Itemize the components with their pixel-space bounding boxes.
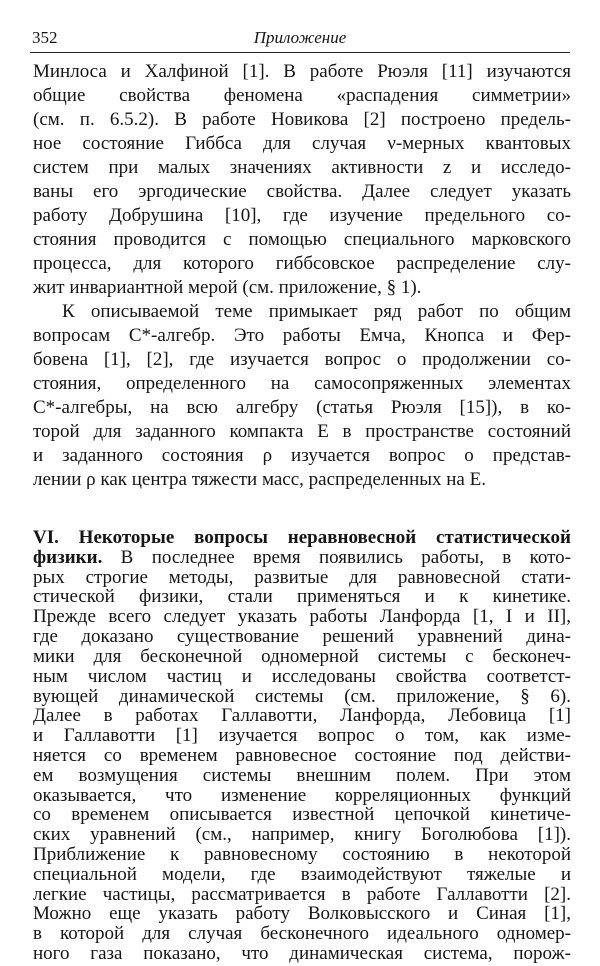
text-line: ное состояние Гиббса для случая ν-мерных квантовых [33, 133, 571, 154]
text-line: лении ρ как центра тяжести масс, распределенных на E. [33, 469, 486, 490]
text-line: ваны его эргодические свойства. Далее следует указать [33, 181, 571, 202]
text-line [33, 548, 571, 568]
text-line: систем при малых значениях активности z и исследо- [33, 157, 571, 178]
text-line: ного газа показано, что динамическая система, порож- [33, 943, 571, 964]
text-line: где доказано существование решений уравнений дина- [33, 626, 571, 647]
text-line: Далее в работах Галлавотти, Ланфорда, Лебовица [1] [33, 705, 571, 727]
text-line: торой для заданного компакта E в пространстве состояний [33, 421, 571, 442]
section-heading-continuation: физики. [33, 546, 103, 568]
page-header [30, 26, 570, 53]
page-number: 352 [32, 28, 58, 47]
section-heading [33, 528, 571, 548]
text-line: процесса, для которого гиббсовское распределение слу- [33, 253, 571, 274]
text-line: Минлоса и Халфиной [1]. В работе Рюэля [11] изучаются [33, 61, 571, 82]
text-line: C*-алгебры, на всю алгебру (статья Рюэля [15]), в ко- [33, 397, 571, 418]
text-line: вопросам C*-алгебр. Это работы Емча, Кнопса и Фер- [33, 325, 571, 346]
text-line: рых строгие методы, развитые для равновесной стати- [33, 566, 571, 588]
text-line: няется со временем равновесное состояние под действи- [33, 744, 571, 766]
text-line: (см. п. 6.5.2). В работе Новикова [2] построено предель- [33, 109, 571, 130]
text-line: вующей динамической системы (см. приложение, § 6). [33, 685, 571, 707]
text-line: Прежде всего следует указать работы Ланфорда [1, I и II], [33, 606, 571, 628]
text-line: оказывается, что изменение корреляционных функций [33, 784, 571, 806]
text-line: жит инвариантной мерой (см. приложение, § 1). [33, 277, 422, 298]
text-line: ских уравнений (см., например, книгу Боголюбова [1]). [33, 824, 571, 846]
text-line-rest: В последнее время появились работы, в кото- [102, 546, 571, 568]
text-line: бовена [1], [2], где изучается вопрос о продолжении со- [33, 349, 571, 370]
text-line: стояния, определенного на самосопряженных элементах [33, 373, 571, 394]
text-line: со временем описывается известной цепочкой кинетиче- [33, 804, 571, 826]
text-line: стояния проводится с помощью специального марковского [33, 229, 571, 250]
text-line: Приближение к равновесному состоянию в некоторой [33, 844, 571, 865]
text-line: специальной модели, где взаимодействуют тяжелые и [33, 863, 571, 885]
running-title: Приложение [253, 28, 347, 47]
text-line: в которой для случая бесконечного идеального одномер- [33, 923, 571, 945]
text-line: Можно еще указать работу Волковысского и Синая [1], [33, 903, 571, 925]
text-line: ем возмущения системы внешним полем. При этом [33, 764, 571, 786]
text-line: стической физики, стали применяться и к кинетике. [33, 586, 571, 608]
text-line: и Галлавотти [1] изучается вопрос о том, как изме- [33, 725, 571, 747]
text-line: общие свойства феномена «распадения симметрии» [33, 85, 571, 106]
text-line: и заданного состояния ρ изучается вопрос о представ- [33, 445, 571, 466]
text-line: мики для бесконечной одномерной системы с бесконеч- [33, 645, 571, 667]
text-line: легкие частицы, рассматривается в работе Галлавотти [2]. [33, 883, 571, 905]
text-line: К описываемой теме примыкает ряд работ по общим [62, 301, 571, 322]
text-line: работу Добрушина [10], где изучение предельного со- [33, 205, 571, 226]
section-heading-text: VI. Некоторые вопросы неравновесной статистической [33, 527, 571, 548]
text-line: ным числом частиц и исследованы свойства соответст- [33, 665, 571, 687]
